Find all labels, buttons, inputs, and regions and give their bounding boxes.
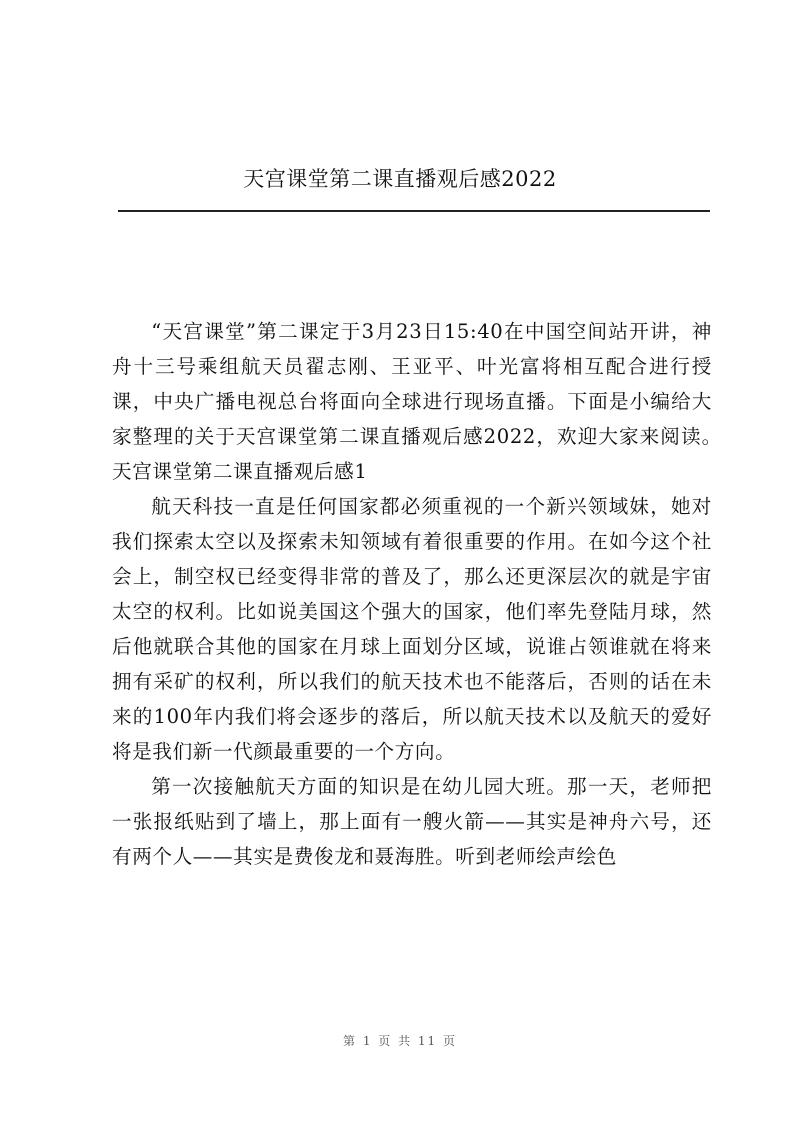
page-footer: 第 1 页 共 11 页 <box>343 1034 457 1048</box>
title-underline <box>118 210 710 212</box>
paragraph: 第一次接触航天方面的知识是在幼儿园大班。那一天，老师把一张报纸贴到了墙上，那上面有一艘火箭——其实是神舟六号，还有两个人——其实是费俊龙和聂海胜。听到老师绘声绘色 <box>112 775 712 868</box>
paragraph: 航天科技一直是任何国家都必须重视的一个新兴领域妹，她对我们探索太空以及探索未知领域有着很重要的作用。在如今这个社会上，制空权已经变得非常的普及了，那么还更深层次的就是宇宙太空的权利。比如说美国这个强大的国家，他们率先登陆月球，然后他就联合其他的国家在月球上面划分区域，说谁占领谁就在将来拥有采矿的权利，所以我们的航天技术也不能落后，否则的话在未来的100年内我们将会逐步的落后，所以航天技术以及航天的爱好将是我们新一代颜最重要的一个方向。 <box>112 495 712 763</box>
document-body <box>112 314 753 874</box>
document-title: 天宫课堂第二课直播观后感2022 <box>243 167 557 191</box>
paragraph: “天宫课堂”第二课定于3月23日15:40在中国空间站开讲，神舟十三号乘组航天员翟志刚、王亚平、叶光富将相互配合进行授课，中央广播电视总台将面向全球进行现场直播。下面是小编给大家整理的关于天宫课堂第二课直播观后感2022，欢迎大家来阅读。 天宫课堂第二课直播观后感1 <box>112 320 753 483</box>
